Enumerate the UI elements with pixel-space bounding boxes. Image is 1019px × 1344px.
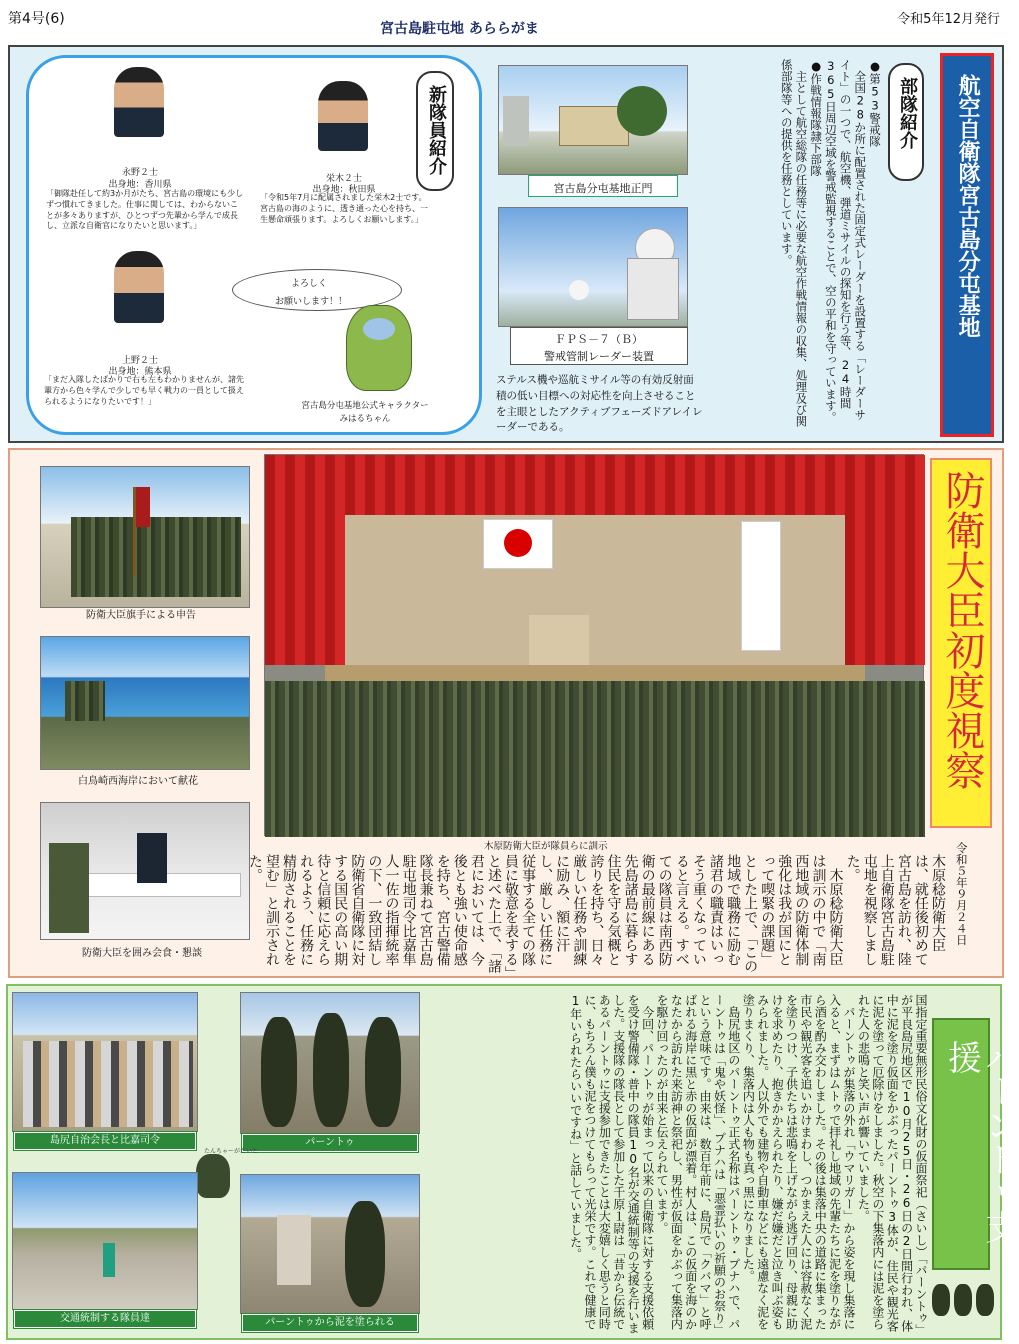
newspaper-title: 宮古島駐屯地 あららがま [380, 21, 539, 37]
flag-bearer-caption: 防衛大臣旗手による申告 [86, 610, 196, 621]
radar-description: ステルス機や巡航ミサイル等の有効反射面積の低い目標への対応性を向上させることを主眼としたアクティブフェーズドアレイレーダーである。 [496, 374, 703, 434]
radar-caption-box [510, 327, 688, 365]
member-portrait-ueno [114, 251, 164, 323]
luncheon-caption: 防衛大臣を囲み会食・懇談 [82, 948, 202, 959]
new-member-label-box [416, 71, 454, 191]
paantu-figures-photo [240, 992, 420, 1134]
member-message-nagano: 「御隊赴任して約3か月がたち、宮古島の環境にも少しずつ慣れてきました。仕事に関しては、わからないことが多々ありますが、ひとつずつ先輩から学んで成長し、立派な自衛官になりたいと思います。」 [46, 189, 244, 231]
member-origin-ueno: 出身地：熊本県 [108, 367, 172, 377]
mascot-mini-text: たんちゃーがたいと [204, 1148, 259, 1155]
bubble-line2: お願いします！！ [275, 297, 348, 307]
paantu-figures-caption: パーントゥ [242, 1134, 418, 1152]
date-line: 令和５年９月２４日 [954, 842, 969, 946]
traffic-control-caption: 交通統制する隊員達 [14, 1310, 196, 1328]
section1-title-box [940, 53, 994, 437]
section2-title: 防衛大臣初度視察 [939, 470, 985, 790]
section-minister-visit [8, 448, 1004, 978]
issue-number: 第4号(6) [8, 11, 65, 27]
mascot-caption: 宮古島分屯基地公式キャラクター [301, 401, 429, 411]
base-gate-caption-box [528, 175, 678, 197]
issue-date: 令和5年12月発行 [897, 12, 1000, 27]
section2-title-box [930, 458, 992, 828]
section-paantu [6, 984, 1019, 1340]
chief-commander-photo [12, 992, 198, 1132]
base-gate-photo [498, 65, 688, 175]
luncheon-photo [40, 802, 250, 940]
main-speech-photo [264, 454, 924, 836]
member-message-eiki: 「令和5年7月に配属されました栄木2士です。宮古島の海のように、透き通った心を持ち、一生懸命頑張ります。よろしくお願いします。」 [260, 193, 428, 224]
unit-label-box [888, 63, 924, 181]
member-message-ueno: 「まだ入隊したばかりで右も左もわかりませんが、諸先輩方から色々学んで少しでも早く戦力の一員として扱えられるようになりたいです！」 [44, 375, 244, 406]
flower-offering-caption: 白鳥崎西海岸において献花 [78, 776, 198, 787]
mascot-mini-icon [196, 1154, 230, 1198]
mascot-icon [346, 305, 412, 391]
mud-painting-caption: パーントゥから泥を塗られる [242, 1314, 418, 1332]
minister-article-body: 木原稔防衛大臣は、就任後初めて宮古島を訪れ、陸上自衛隊宮古島駐屯地を視察しました。 木原稔防衛大臣は訓示の中で「南西地域の防衛体制強化は我が国にとって喫緊の課題」とした上で、「この地域で職務に励む諸君の職責はいっそう重くなっていると言える。すべての隊員は南西防衛の最前線にある先島諸島に暮らす住民を守る気概と誇りを持ち、日々厳しい任務や訓練に励み、額に汗し、厳しい任務に従事する全ての隊員に敬意を表する」と述べた上で、「諸君においては、今後とも強い使命感を持ち、宮古警備隊長兼ねて宮古島駐屯地司令比嘉隼人一佐の指揮統率の下、一致団結し防衛省自衛隊に対する国民の高い期待と信頼に応えられるよう、任務に精励されることを望む」と訓示された。 [246, 854, 946, 973]
member-portrait-eiki [318, 81, 368, 151]
section1-title: 航空自衛隊宮古島分屯基地 [955, 74, 981, 338]
radar-caption-1: ＦＰＳ－７（Ｂ） [555, 333, 643, 346]
section3-title-box [932, 1018, 1019, 1270]
flower-offering-photo [40, 636, 250, 770]
member-portrait-nagano [114, 67, 164, 137]
paantu-article-body: 国指定重要無形民俗文化財の仮面祭祀（さいし）「パーントゥ」が平良島尻地区で10月25日・26日の2日間行われ、体中に泥を塗り仮面をかぶったパーントゥ3体が、住民や観光客に泥を塗って厄除けをしました。秋空の下集落内には泥を塗られた人の悲鳴と笑い声が響いていました。 パーントゥが集落の外れ「ウマリガー」から姿を現し集落に入ると、まずはムトゥで拝礼し地域の先輩たちに泥を塗りながら酒を酌み交わしました。その後は集落中央の道路に集まった市民や観光客を追いかけまわし、つかまえた人には容赦なく泥を塗りつけ、子供たちは悲鳴を上げながら逃げ回り、母親に助けを求めたり、抱きかかえられたり、嫌だ嫌だと泣き叫ぶ姿もみられました。人以外でも建物や自動車などにも遠慮なく泥を塗りまくり、集落内は人も物も真っ黒になりました。 島尻地区のパーントゥ正式名称はパーントゥ・プナハで、パーントゥは「鬼や妖怪」、プナハは「悪霊払いの祈願のお祭り」という意味です。由来は、数百年前に、島尻で「クバマ」と呼ばれる海岸に黒と赤の仮面が漂着。村人は、この仮面を海のかなたから訪れた来訪神と祭祀し、男性が仮面をかぶって集落内を駆け回ったのが由来と伝えられています。 今回、パーントゥが始まって以来の自衛隊に対する支援依頼を受け警備隊・普中の隊員10名が交通統制等の支援を行いました。支援隊の隊長として参加した千原１尉は「昔から伝統であるパーントゥに支援参加できたことは大変嬉しく思うと同時に、もちろん僕も泥をつけてもらって光栄です。これで健康で1年いられたらいいですね」と話していました。 [568, 994, 928, 1336]
radar-caption-2: 警戒管制レーダー装置 [544, 350, 654, 363]
mascot-name: みはるちゃん [339, 414, 391, 424]
unit-label: 部隊紹介 [897, 77, 919, 149]
section-air-base [8, 45, 1004, 443]
traffic-control-photo [12, 1172, 198, 1310]
member-name-ueno: 上野２士 [121, 356, 158, 366]
main-photo-caption: 木原防衛大臣が隊員らに訓示 [484, 841, 608, 852]
base-gate-caption: 宮古島分屯基地正門 [553, 182, 653, 195]
radar-photo [498, 207, 688, 327]
section3-title: パーントゥ支援 [941, 1040, 1019, 1244]
unit-text: ●第53警戒隊 全国28か所に配置された固定式レーダーを設置する「レーダーサイト」の一つで、航空機、弾道ミサイルの探知を行う等、24時間365日周辺空域を警戒監視することで、空の平和を守っています。 ●作戦情報隊隷下部隊 主として航空総隊の任務等に必要な航空作戦情報の収集、処理及び関係部隊等への提供を任務としています。 [779, 59, 882, 427]
member-name-nagano: 永野２士 [121, 168, 158, 178]
bubble-line1: よろしく [291, 279, 328, 289]
member-origin-nagano: 出身地：香川県 [108, 180, 172, 190]
flag-bearer-photo [40, 466, 250, 608]
member-origin-eiki: 出身地：秋田県 [312, 185, 376, 195]
chief-commander-caption: 島尻自治会長と比嘉司令 [14, 1132, 196, 1150]
paantu-icons [932, 1278, 996, 1318]
header [0, 0, 1008, 44]
mud-painting-photo [240, 1174, 420, 1314]
new-member-label: 新隊員紹介 [426, 85, 448, 175]
member-name-eiki: 栄木２士 [325, 174, 362, 184]
